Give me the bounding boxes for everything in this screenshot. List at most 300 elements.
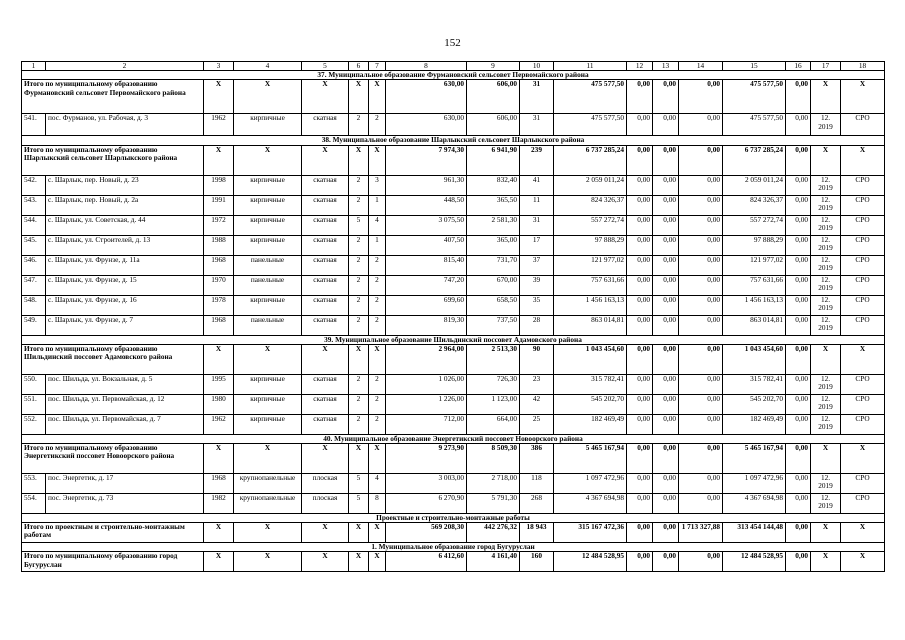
column-number-row: [22, 62, 885, 71]
subtotal-cell: 442 276,32: [467, 523, 520, 543]
table-cell: 11: [520, 195, 554, 215]
table-row: [22, 315, 885, 335]
table-cell: 0,00: [627, 195, 653, 215]
page-number: 152: [444, 37, 461, 49]
table-cell: пос. Энергетик, д. 73: [46, 494, 204, 514]
table-cell: скатная: [302, 175, 349, 195]
subtotal-cell: X: [811, 523, 841, 543]
subtotal-cell: 0,00: [653, 444, 679, 474]
table-cell: 2 718,00: [467, 474, 520, 494]
table-cell: 961,30: [386, 175, 467, 195]
table-cell: 0,00: [627, 474, 653, 494]
table-cell: пос. Шильда, ул. Первомайская, д. 12: [46, 394, 204, 414]
table-cell: 545 202,70: [723, 394, 786, 414]
table-cell: 0,00: [653, 394, 679, 414]
table-cell: с. Шарлык, ул. Фрунзе, д. 11а: [46, 255, 204, 275]
table-cell: кирпичные: [234, 374, 302, 394]
subtotal-cell: 2 513,30: [467, 344, 520, 374]
table-cell: 557 272,74: [723, 215, 786, 235]
table-cell: 1962: [204, 114, 234, 136]
subtotal-cell: X: [234, 344, 302, 374]
table-cell: 35: [520, 295, 554, 315]
table-cell: плоская: [302, 494, 349, 514]
table-cell: скатная: [302, 195, 349, 215]
table-row: [22, 114, 885, 136]
table-cell: 4: [369, 215, 386, 235]
table-cell: скатная: [302, 215, 349, 235]
table-cell: 2: [349, 255, 369, 275]
table-cell: 8: [369, 494, 386, 514]
subtotal-row: [22, 344, 885, 374]
table-cell: крупнопанельные: [234, 474, 302, 494]
table-cell: 606,00: [467, 114, 520, 136]
subtotal-cell: X: [204, 80, 234, 114]
section-header-row: [22, 71, 885, 80]
table-cell: 2: [369, 255, 386, 275]
subtotal-cell: X: [811, 552, 841, 572]
subtotal-cell: 12 484 528,95: [554, 552, 627, 572]
table-cell: кирпичные: [234, 175, 302, 195]
section-title: 38. Муниципальное образование Шарлыкский сельсовет Шарлыкского района: [22, 136, 885, 145]
table-row: [22, 494, 885, 514]
table-cell: 2 059 011,24: [723, 175, 786, 195]
table-cell: 23: [520, 374, 554, 394]
table-cell: 1968: [204, 255, 234, 275]
subtotal-cell: X: [369, 80, 386, 114]
table-cell: 0,00: [653, 295, 679, 315]
subtotal-cell: 0,00: [653, 552, 679, 572]
table-cell: 97 888,29: [723, 235, 786, 255]
subtotal-cell: X: [302, 80, 349, 114]
table-cell: 819,30: [386, 315, 467, 335]
subtotal-cell: 0,00: [679, 552, 723, 572]
table-cell: 0,00: [653, 255, 679, 275]
section-title: Проектные и строительно-монтажные работы: [22, 514, 885, 523]
table-cell: пос. Энергетик, д. 17: [46, 474, 204, 494]
subtotal-row: [22, 444, 885, 474]
table-cell: 0,00: [786, 275, 811, 295]
subtotal-cell: Итого по муниципальному образованию Шильдинский поссовет Адамовского района: [22, 344, 204, 374]
table-cell: 0,00: [786, 414, 811, 434]
table-cell: 757 631,66: [554, 275, 627, 295]
table-cell: 731,70: [467, 255, 520, 275]
table-cell: 0,00: [786, 494, 811, 514]
table-cell: 5: [349, 494, 369, 514]
table-cell: 2: [349, 235, 369, 255]
subtotal-cell: 1 713 327,88: [679, 523, 723, 543]
table-cell: СРО: [841, 414, 885, 434]
subtotal-cell: 2 964,00: [386, 344, 467, 374]
table-cell: 0,00: [679, 215, 723, 235]
table-cell: 97 888,29: [554, 235, 627, 255]
table-cell: 863 014,81: [554, 315, 627, 335]
column-number: 11: [554, 62, 627, 71]
subtotal-cell: X: [369, 523, 386, 543]
table-cell: с. Шарлык, ул. Фрунзе, д. 7: [46, 315, 204, 335]
table-cell: кирпичные: [234, 195, 302, 215]
subtotal-cell: Итого по муниципальному образованию город Бугуруслан: [22, 552, 204, 572]
table-cell: пос. Шильда, ул. Первомайская, д. 7: [46, 414, 204, 434]
table-cell: кирпичные: [234, 235, 302, 255]
column-number: 18: [841, 62, 885, 71]
table-cell: кирпичные: [234, 394, 302, 414]
subtotal-cell: 7 974,30: [386, 145, 467, 175]
subtotal-cell: X: [811, 145, 841, 175]
table-cell: 28: [520, 315, 554, 335]
table-cell: 542.: [22, 175, 46, 195]
subtotal-cell: X: [204, 444, 234, 474]
table-cell: 448,50: [386, 195, 467, 215]
table-cell: 5: [349, 215, 369, 235]
subtotal-cell: 0,00: [653, 145, 679, 175]
table-cell: 12. 2019: [811, 474, 841, 494]
subtotal-cell: 90: [520, 344, 554, 374]
subtotal-cell: 475 577,50: [723, 80, 786, 114]
table-cell: 118: [520, 474, 554, 494]
table-row: [22, 474, 885, 494]
table-cell: СРО: [841, 255, 885, 275]
table-cell: 0,00: [786, 114, 811, 136]
table-cell: кирпичные: [234, 114, 302, 136]
table-cell: 2: [349, 295, 369, 315]
section-header-row: [22, 136, 885, 145]
subtotal-cell: X: [234, 444, 302, 474]
table-cell: с. Шарлык, ул. Фрунзе, д. 15: [46, 275, 204, 295]
subtotal-cell: 0,00: [627, 80, 653, 114]
table-cell: 0,00: [679, 114, 723, 136]
subtotal-cell: 239: [520, 145, 554, 175]
table-cell: 0,00: [653, 114, 679, 136]
column-number: 6: [349, 62, 369, 71]
table-cell: 824 326,37: [554, 195, 627, 215]
subtotal-cell: 0,00: [653, 523, 679, 543]
table-cell: 121 977,02: [723, 255, 786, 275]
subtotal-cell: X: [349, 444, 369, 474]
table-cell: СРО: [841, 195, 885, 215]
table-cell: 0,00: [786, 394, 811, 414]
table-cell: 1968: [204, 474, 234, 494]
table-cell: 12. 2019: [811, 494, 841, 514]
table-cell: 0,00: [627, 215, 653, 235]
table-cell: СРО: [841, 394, 885, 414]
column-number: 13: [653, 62, 679, 71]
table-cell: крупнопанельные: [234, 494, 302, 514]
table-cell: 2: [349, 315, 369, 335]
table-cell: 12. 2019: [811, 195, 841, 215]
table-cell: 0,00: [679, 315, 723, 335]
subtotal-cell: X: [302, 552, 349, 572]
subtotal-cell: 0,00: [786, 444, 811, 474]
table-cell: 541.: [22, 114, 46, 136]
section-title: 39. Муниципальное образование Шильдинский поссовет Адамовского района: [22, 335, 885, 344]
column-number: 14: [679, 62, 723, 71]
table-cell: 0,00: [627, 275, 653, 295]
table-cell: 0,00: [627, 394, 653, 414]
table-cell: 0,00: [653, 235, 679, 255]
table-cell: 12. 2019: [811, 235, 841, 255]
subtotal-cell: X: [349, 552, 369, 572]
table-cell: 0,00: [627, 315, 653, 335]
subtotal-cell: 18 943: [520, 523, 554, 543]
table-cell: 757 631,66: [723, 275, 786, 295]
subtotal-cell: 6 941,90: [467, 145, 520, 175]
subtotal-cell: X: [369, 344, 386, 374]
table-cell: с. Шарлык, ул. Строителей, д. 13: [46, 235, 204, 255]
subtotal-cell: X: [811, 444, 841, 474]
table-cell: панельные: [234, 255, 302, 275]
subtotal-cell: 6 737 285,24: [723, 145, 786, 175]
subtotal-cell: X: [302, 444, 349, 474]
table-cell: 1: [369, 195, 386, 215]
table-cell: 658,50: [467, 295, 520, 315]
table-cell: 1998: [204, 175, 234, 195]
subtotal-cell: X: [811, 344, 841, 374]
table-cell: 0,00: [653, 275, 679, 295]
column-number: 15: [723, 62, 786, 71]
subtotal-cell: 630,00: [386, 80, 467, 114]
table-cell: 0,00: [679, 235, 723, 255]
table-cell: плоская: [302, 474, 349, 494]
table-cell: 0,00: [786, 235, 811, 255]
table-cell: 6 270,90: [386, 494, 467, 514]
table-cell: 3 003,00: [386, 474, 467, 494]
table-cell: скатная: [302, 275, 349, 295]
table-cell: 0,00: [627, 235, 653, 255]
table-cell: 31: [520, 114, 554, 136]
table-cell: 41: [520, 175, 554, 195]
subtotal-cell: 0,00: [627, 344, 653, 374]
column-number: 1: [22, 62, 46, 71]
table-cell: 12. 2019: [811, 374, 841, 394]
table-cell: 2: [349, 195, 369, 215]
table-cell: 12. 2019: [811, 114, 841, 136]
subtotal-cell: 0,00: [627, 523, 653, 543]
subtotal-cell: X: [841, 552, 885, 572]
table-cell: с. Шарлык, пер. Новый, д. 23: [46, 175, 204, 195]
subtotal-cell: 0,00: [627, 444, 653, 474]
table-cell: 2: [369, 114, 386, 136]
table-cell: 0,00: [786, 175, 811, 195]
subtotal-cell: X: [841, 344, 885, 374]
subtotal-cell: 0,00: [786, 344, 811, 374]
table-cell: 3: [369, 175, 386, 195]
subtotal-cell: 9 273,90: [386, 444, 467, 474]
table-cell: 2: [349, 114, 369, 136]
table-cell: 182 469,49: [554, 414, 627, 434]
subtotal-cell: 0,00: [627, 552, 653, 572]
table-cell: 544.: [22, 215, 46, 235]
table-cell: 1970: [204, 275, 234, 295]
table-cell: 0,00: [786, 195, 811, 215]
subtotal-cell: 0,00: [786, 80, 811, 114]
table-row: [22, 374, 885, 394]
table-cell: 747,20: [386, 275, 467, 295]
subtotal-cell: X: [349, 145, 369, 175]
table-cell: СРО: [841, 374, 885, 394]
table-cell: 2: [349, 394, 369, 414]
table-cell: 1968: [204, 315, 234, 335]
table-row: [22, 175, 885, 195]
table-cell: 315 782,41: [554, 374, 627, 394]
table-cell: 0,00: [627, 114, 653, 136]
subtotal-cell: 31: [520, 80, 554, 114]
subtotal-cell: 6 737 285,24: [554, 145, 627, 175]
subtotal-cell: 0,00: [679, 80, 723, 114]
table-cell: 1972: [204, 215, 234, 235]
table-cell: панельные: [234, 315, 302, 335]
table-cell: скатная: [302, 374, 349, 394]
table-cell: 0,00: [679, 414, 723, 434]
subtotal-cell: X: [349, 80, 369, 114]
table-cell: 548.: [22, 295, 46, 315]
table-cell: 2 581,30: [467, 215, 520, 235]
table-cell: кирпичные: [234, 414, 302, 434]
table-cell: скатная: [302, 394, 349, 414]
table-cell: 0,00: [627, 255, 653, 275]
column-number: 12: [627, 62, 653, 71]
table-cell: 3 075,50: [386, 215, 467, 235]
table-cell: 1980: [204, 394, 234, 414]
table-cell: 4: [369, 474, 386, 494]
table-cell: 0,00: [653, 374, 679, 394]
subtotal-cell: X: [302, 344, 349, 374]
table-cell: 31: [520, 215, 554, 235]
table-cell: 554.: [22, 494, 46, 514]
subtotal-cell: 0,00: [679, 145, 723, 175]
table-row: [22, 295, 885, 315]
table-cell: панельные: [234, 275, 302, 295]
table-cell: 365,50: [467, 195, 520, 215]
table-row: [22, 195, 885, 215]
table-cell: 0,00: [627, 175, 653, 195]
table-cell: 1 456 163,13: [554, 295, 627, 315]
table-cell: 0,00: [653, 474, 679, 494]
subtotal-cell: X: [204, 145, 234, 175]
subtotal-cell: X: [234, 80, 302, 114]
table-row: [22, 275, 885, 295]
table-cell: 42: [520, 394, 554, 414]
table-cell: 0,00: [679, 394, 723, 414]
table-cell: 475 577,50: [723, 114, 786, 136]
table-cell: 0,00: [627, 494, 653, 514]
table-cell: 365,00: [467, 235, 520, 255]
table-cell: 1 226,00: [386, 394, 467, 414]
column-number: 9: [467, 62, 520, 71]
subtotal-cell: 606,00: [467, 80, 520, 114]
column-number: 2: [46, 62, 204, 71]
subtotal-cell: 5 465 167,94: [723, 444, 786, 474]
table-cell: 863 014,81: [723, 315, 786, 335]
subtotal-row: [22, 80, 885, 114]
section-header-row: [22, 514, 885, 523]
table-cell: 12. 2019: [811, 215, 841, 235]
table-cell: 2 059 011,24: [554, 175, 627, 195]
subtotal-cell: Итого по муниципальному образованию Энергетикский поссовет Новоорского района: [22, 444, 204, 474]
table-cell: 1995: [204, 374, 234, 394]
table-cell: 2: [369, 394, 386, 414]
table-cell: 550.: [22, 374, 46, 394]
table-cell: СРО: [841, 175, 885, 195]
table-cell: 4 367 694,98: [723, 494, 786, 514]
table-cell: 0,00: [786, 315, 811, 335]
table-cell: 1 456 163,13: [723, 295, 786, 315]
table-cell: 182 469,49: [723, 414, 786, 434]
table-cell: пос. Шильда, ул. Вокзальная, д. 5: [46, 374, 204, 394]
column-number: 5: [302, 62, 349, 71]
column-number: 4: [234, 62, 302, 71]
subtotal-cell: 0,00: [786, 523, 811, 543]
table-cell: 0,00: [786, 474, 811, 494]
subtotal-cell: 160: [520, 552, 554, 572]
subtotal-cell: X: [302, 145, 349, 175]
table-cell: 5 791,30: [467, 494, 520, 514]
table-cell: 12. 2019: [811, 394, 841, 414]
table-cell: скатная: [302, 235, 349, 255]
subtotal-cell: X: [369, 444, 386, 474]
subtotal-row: [22, 523, 885, 543]
table-cell: 0,00: [627, 414, 653, 434]
table-cell: 0,00: [627, 374, 653, 394]
table-cell: 121 977,02: [554, 255, 627, 275]
table-cell: 0,00: [653, 195, 679, 215]
subtotal-row: [22, 552, 885, 572]
table-cell: 0,00: [679, 494, 723, 514]
subtotal-cell: X: [841, 523, 885, 543]
subtotal-cell: X: [234, 145, 302, 175]
table-cell: скатная: [302, 414, 349, 434]
subtotal-cell: X: [841, 145, 885, 175]
subtotal-cell: 0,00: [653, 80, 679, 114]
table-cell: 0,00: [786, 374, 811, 394]
table-cell: 670,00: [467, 275, 520, 295]
table-cell: 2: [369, 275, 386, 295]
table-cell: 0,00: [679, 175, 723, 195]
table-cell: кирпичные: [234, 295, 302, 315]
table-cell: 2: [349, 275, 369, 295]
table-cell: 0,00: [679, 374, 723, 394]
table-cell: 0,00: [679, 275, 723, 295]
subtotal-cell: 4 161,40: [467, 552, 520, 572]
table-cell: кирпичные: [234, 215, 302, 235]
table-cell: 549.: [22, 315, 46, 335]
table-row: [22, 215, 885, 235]
table-cell: 17: [520, 235, 554, 255]
subtotal-row: [22, 145, 885, 175]
subtotal-cell: 1 043 454,60: [554, 344, 627, 374]
subtotal-cell: 12 484 528,95: [723, 552, 786, 572]
subtotal-cell: X: [302, 523, 349, 543]
table-cell: 1 123,00: [467, 394, 520, 414]
table-cell: 0,00: [679, 255, 723, 275]
table-cell: 726,30: [467, 374, 520, 394]
table-cell: 1978: [204, 295, 234, 315]
table-cell: 551.: [22, 394, 46, 414]
table-row: [22, 394, 885, 414]
subtotal-cell: 1 043 454,60: [723, 344, 786, 374]
table-cell: 1: [369, 235, 386, 255]
table-cell: 12. 2019: [811, 255, 841, 275]
column-number: 8: [386, 62, 467, 71]
table-cell: с. Шарлык, пер. Новый, д. 2а: [46, 195, 204, 215]
table-cell: 12. 2019: [811, 414, 841, 434]
column-number: 3: [204, 62, 234, 71]
table-row: [22, 414, 885, 434]
subtotal-cell: 313 454 144,48: [723, 523, 786, 543]
table-cell: 2: [369, 414, 386, 434]
table-cell: 557 272,74: [554, 215, 627, 235]
table-cell: 0,00: [653, 215, 679, 235]
table-cell: 315 782,41: [723, 374, 786, 394]
